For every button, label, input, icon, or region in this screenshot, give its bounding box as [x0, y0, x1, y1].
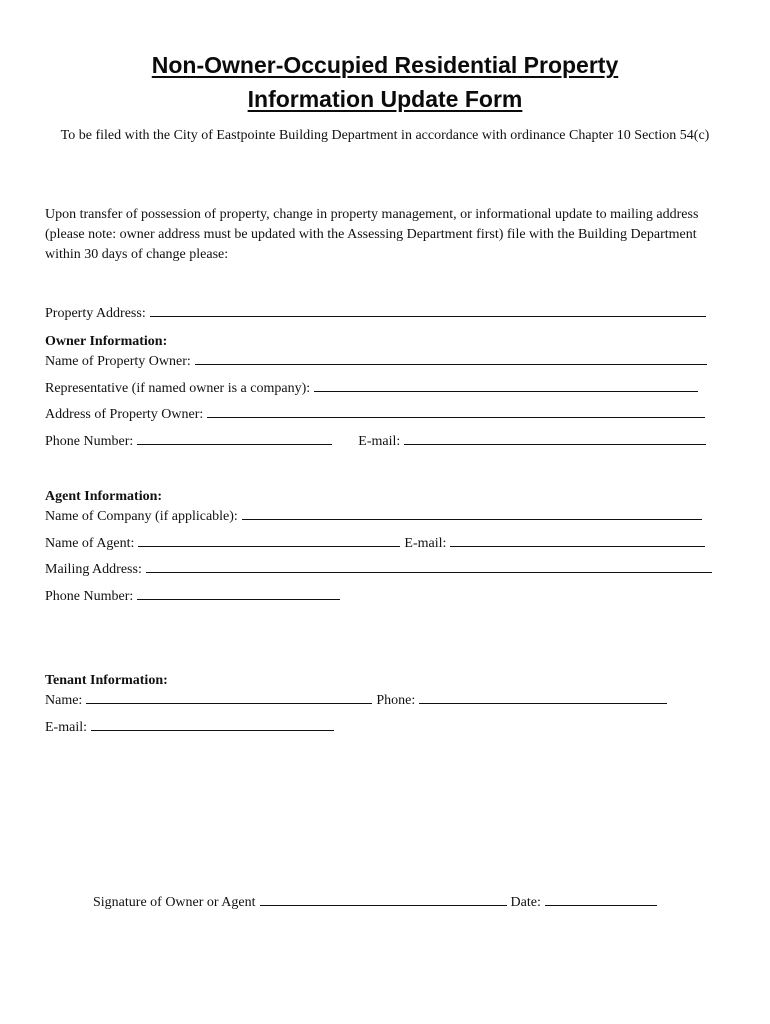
- form-title-line-2: Information Update Form: [247, 86, 523, 112]
- owner-contact-row: [45, 431, 706, 451]
- form-title-line-1: Non-Owner-Occupied Residential Property: [151, 52, 619, 78]
- intro-paragraph: Upon transfer of possession of property, change in property management, or informational update to mailing address (please note: owner address must be updated with the Assessing Department first) file with the Building Department within 30 days of change please:: [45, 207, 699, 262]
- agent-phone-row: [45, 586, 340, 606]
- owner-name-row: [45, 351, 707, 371]
- agent-email-label: E-mail:: [404, 536, 447, 551]
- tenant-email-row: [45, 717, 334, 737]
- agent-section-heading: Agent Information:: [45, 489, 163, 504]
- property-address-field[interactable]: [150, 303, 706, 317]
- agent-phone-field[interactable]: [137, 586, 340, 600]
- signature-label: Signature of Owner or Agent: [93, 895, 256, 910]
- owner-section-heading: Owner Information:: [45, 334, 168, 349]
- tenant-name-row: [45, 690, 667, 710]
- owner-name-label: Name of Property Owner:: [45, 354, 191, 369]
- owner-name-field[interactable]: [195, 351, 707, 365]
- owner-address-field[interactable]: [207, 404, 705, 418]
- tenant-phone-label: Phone:: [376, 693, 416, 708]
- agent-company-row: [45, 506, 702, 526]
- representative-label: Representative (if named owner is a company):: [45, 381, 311, 396]
- agent-mailing-label: Mailing Address:: [45, 562, 142, 577]
- agent-email-field[interactable]: [450, 533, 705, 547]
- agent-name-field[interactable]: [138, 533, 400, 547]
- property-address-row: [45, 303, 706, 323]
- date-label: Date:: [510, 895, 541, 910]
- agent-company-label: Name of Company (if applicable):: [45, 509, 238, 524]
- filing-instructions: To be filed with the City of Eastpointe Building Department in accordance with ordinance Chapter 10 Section 54(c): [60, 128, 710, 143]
- agent-mailing-row: [45, 559, 712, 579]
- agent-mailing-field[interactable]: [146, 559, 712, 573]
- property-address-label: Property Address:: [45, 306, 146, 321]
- owner-phone-label: Phone Number:: [45, 434, 134, 449]
- agent-phone-label: Phone Number:: [45, 589, 134, 604]
- tenant-name-field[interactable]: [86, 690, 372, 704]
- agent-company-field[interactable]: [242, 506, 702, 520]
- owner-address-label: Address of Property Owner:: [45, 407, 204, 422]
- tenant-email-label: E-mail:: [45, 720, 87, 735]
- representative-row: [45, 378, 698, 398]
- agent-name-row: [45, 533, 705, 553]
- signature-field[interactable]: [260, 892, 507, 906]
- owner-email-field[interactable]: [404, 431, 706, 445]
- tenant-email-field[interactable]: [91, 717, 334, 731]
- tenant-phone-field[interactable]: [419, 690, 667, 704]
- signature-row: [93, 892, 657, 912]
- agent-name-label: Name of Agent:: [45, 536, 135, 551]
- owner-email-label: E-mail:: [358, 434, 401, 449]
- owner-address-row: [45, 404, 705, 424]
- date-field[interactable]: [545, 892, 657, 906]
- owner-phone-field[interactable]: [137, 431, 332, 445]
- representative-field[interactable]: [314, 378, 698, 392]
- tenant-section-heading: Tenant Information:: [45, 673, 168, 688]
- tenant-name-label: Name:: [45, 693, 83, 708]
